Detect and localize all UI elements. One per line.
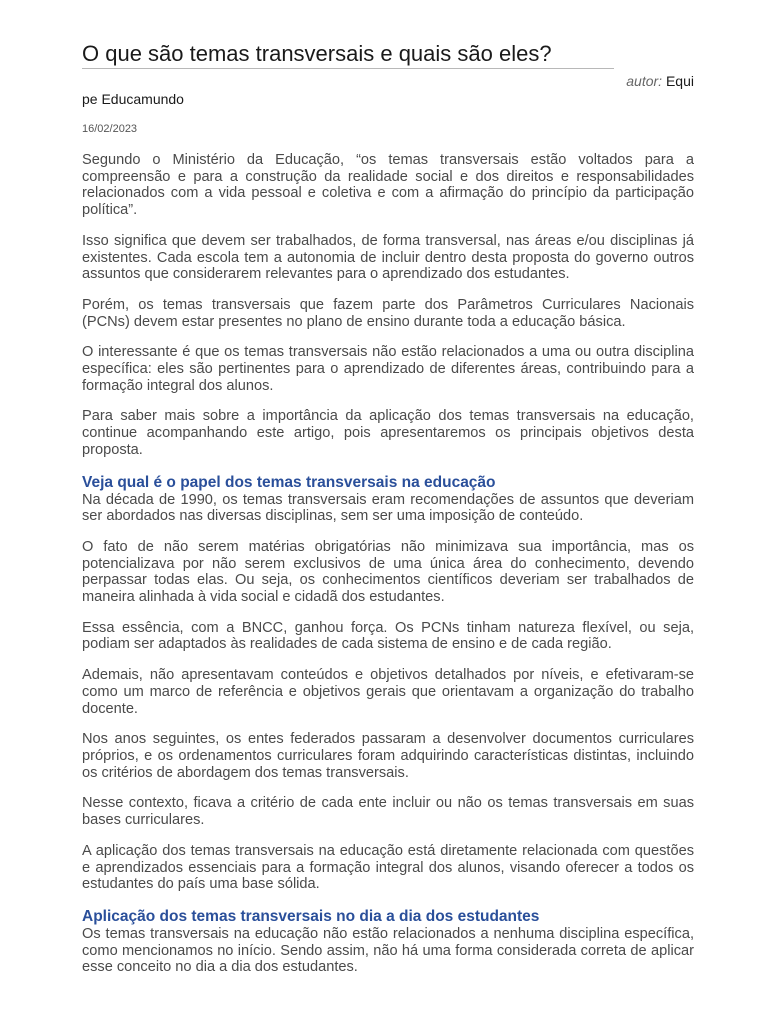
author-name-continued: pe Educamundo — [82, 91, 184, 107]
section2-paragraph-1: Os temas transversais na educação não estão relacionados a nenhuma disciplina específica, como mencionamos no início. Sendo assim, não há uma forma considerada correta de aplicar esse conceito no dia a dia dos estudantes. — [82, 925, 694, 976]
section1-paragraph-6: Nesse contexto, ficava a critério de cada ente incluir ou não os temas transversais em suas bases curriculares. — [82, 795, 694, 829]
section1-paragraph-4: Ademais, não apresentavam conteúdos e objetivos detalhados por níveis, e efetivaram-se como um marco de referência e objetivos gerais que orientavam a organização do trabalho docente. — [82, 667, 694, 717]
section1-paragraph-3: Essa essência, com a BNCC, ganhou força. Os PCNs tinham natureza flexível, ou seja, podiam ser adaptados às realidades de cada sistema de ensino e de cada região. — [82, 619, 694, 653]
intro-paragraph-1: Segundo o Ministério da Educação, “os temas transversais estão voltados para a compreensão e para a construção da realidade social e dos direitos e responsabilidades relacionados com a vida pessoal e coletiva e com a afirmação do princípio da participação política”. — [82, 152, 694, 219]
title-block — [82, 40, 614, 69]
section1-paragraph-2: O fato de não serem matérias obrigatórias não minimizava sua importância, mas os potencializava por não serem exclusivos de uma única área do conhecimento, devendo perpassar todas elas. Ou seja, os conhecimentos científicos deveriam ser trabalhados de maneira alinhada à vida social e cidadã dos estudantes. — [82, 538, 694, 606]
section-heading-aplicacao: Aplicação dos temas transversais no dia a dia dos estudantes — [82, 907, 540, 925]
author-line — [82, 72, 694, 90]
author-label: autor: — [626, 73, 663, 89]
section-heading-papel: Veja qual é o papel dos temas transversais na educação — [82, 473, 496, 491]
intro-paragraph-5: Para saber mais sobre a importância da aplicação dos temas transversais na educação, continue acompanhando este artigo, pois apresentaremos os principais objetivos desta proposta. — [82, 408, 694, 458]
intro-paragraph-4: O interessante é que os temas transversais não estão relacionados a uma ou outra disciplina específica: eles são pertinentes para o aprendizado de diferentes áreas, contribuindo para a formação integral dos alunos. — [82, 344, 694, 394]
section1-paragraph-5: Nos anos seguintes, os entes federados passaram a desenvolver documentos curriculares próprios, e os ordenamentos curriculares foram adquirindo características distintas, incluindo os critérios de abordagem dos temas transversais. — [82, 731, 694, 781]
article — [82, 40, 694, 990]
author-name-start: Equi — [665, 73, 694, 89]
section1-paragraph-7: A aplicação dos temas transversais na educação está diretamente relacionada com questões e aprendizados essenciais para a formação integral dos alunos, visando oferecer a todos os estudantes do país uma base sólida. — [82, 842, 694, 893]
page-title: O que são temas transversais e quais são eles? — [82, 41, 552, 66]
intro-paragraph-3: Porém, os temas transversais que fazem parte dos Parâmetros Curriculares Nacionais (PCNs) devem estar presentes no plano de ensino durante toda a educação básica. — [82, 296, 694, 330]
intro-paragraph-2: Isso significa que devem ser trabalhados, de forma transversal, nas áreas e/ou disciplinas já existentes. Cada escola tem a autonomia de incluir dentro desta proposta do governo outros assuntos que considerarem relevantes para o aprendizado dos estudantes. — [82, 232, 694, 283]
section1-paragraph-1: Na década de 1990, os temas transversais eram recomendações de assuntos que deveriam ser abordados nas diversas disciplinas, sem ser uma imposição de conteúdo. — [82, 491, 694, 525]
publish-date: 16/02/2023 — [82, 123, 138, 135]
